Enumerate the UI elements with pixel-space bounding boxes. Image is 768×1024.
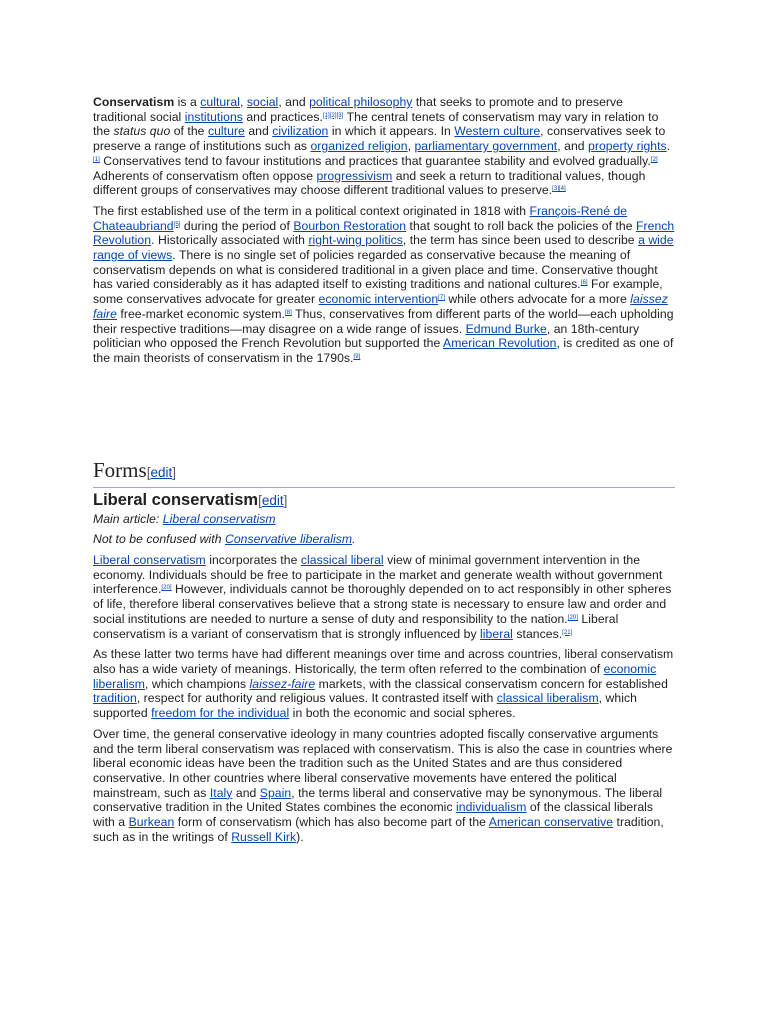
link-classical-liberal[interactable]: classical liberal	[300, 553, 384, 568]
text: in which it appears. In	[328, 124, 455, 139]
edit-section-link[interactable]: edit	[150, 464, 173, 480]
citation-ref[interactable]: [9]	[353, 353, 361, 360]
text: of the classical liberals with a	[93, 800, 654, 830]
text: As these latter two terms have had different meanings over time and across countries, liberal conservatism also has a wide variety of meanings. Historically, the term often referred to the combination of	[93, 647, 674, 676]
text: . Historically associated with	[151, 233, 309, 248]
citation-ref[interactable]: [3][4]	[552, 186, 566, 193]
link-conservative-liberalism[interactable]: Conservative liberalism	[224, 532, 353, 547]
link-american-revolution[interactable]: American Revolution	[443, 336, 557, 351]
edit-section-bracket: [edit]	[146, 464, 176, 480]
link-parliamentary-government[interactable]: parliamentary government	[414, 139, 558, 154]
text: , the terms liberal and conservative may be synonymous. The liberal conservative tradition in the United States combines the economic	[93, 785, 663, 815]
link-property-rights[interactable]: property rights	[588, 139, 667, 154]
link-wide-range-of-views[interactable]: a wide range of views	[93, 233, 674, 263]
text: ).	[296, 829, 304, 844]
main-article-hatnote	[93, 512, 675, 527]
link-chateaubriand[interactable]: François-René de Chateaubriand	[93, 203, 628, 233]
text: , which supported	[93, 691, 637, 721]
text: view of minimal government intervention in the economy. Individuals should be free to participate in the market and generate wealth without government interference.	[93, 553, 663, 597]
section-forms	[93, 458, 675, 845]
liberal-paragraph-1	[93, 553, 675, 641]
text: that sought to roll back the policies of the	[406, 218, 637, 233]
text: tradition, such as in the writings of	[93, 815, 664, 844]
text: However, individuals cannot be thoroughly depended on to act responsibly in other spheres of life, therefore liberal conservatives believe that a strong state is necessary to ensure law and order and social institutions are needed to nurture a sense of duty and responsibility to the nation.	[93, 582, 672, 626]
link-french-revolution[interactable]: French Revolution	[93, 218, 675, 248]
text: , and	[557, 139, 589, 154]
text: Adherents of conservatism often oppose	[93, 168, 317, 183]
text: form of conservatism (which has also become part of the	[174, 815, 489, 830]
intro-paragraph-2	[93, 204, 675, 366]
term-bold: Conservatism	[93, 95, 175, 109]
text: Over time, the general conservative ideology in many countries adopted fiscally conservative arguments and the term liberal conservatism was replaced with conservatism. This is also the case in countries where liberal economic ideas have been the tradition such as the United States and are thus considered conservative. In other countries where liberal conservative movements have entered the political mainstream, such as	[93, 726, 673, 800]
link-text-italic: laissez faire	[93, 292, 668, 321]
link-main-article-liberal-conservatism[interactable]: Liberal conservatism	[162, 511, 276, 526]
link-western-culture[interactable]: Western culture	[454, 124, 541, 139]
link-economic-liberalism[interactable]: economic liberalism	[93, 661, 657, 691]
edit-subsection-link[interactable]: edit	[261, 492, 284, 508]
text: while others advocate for a more	[444, 292, 631, 307]
citation-ref[interactable]: [5]	[173, 221, 181, 228]
link-cultural[interactable]: cultural	[200, 95, 240, 109]
text: ,	[239, 95, 247, 109]
text: . There is no single set of policies regarded as conservative because the meaning of conservatism depends on what is considered traditional in a given place and time. Conservative thought has varied considerably as it has adapted itself to existing traditions and national cultures.	[93, 248, 658, 292]
text: markets, with the classical conservatism concern for established	[315, 676, 668, 691]
citation-ref[interactable]: [1][2][3]	[322, 112, 344, 119]
link-liberal-conservatism[interactable]: Liberal conservatism	[93, 553, 206, 568]
citation-ref[interactable]: [20]	[567, 614, 578, 621]
text: stances.	[512, 626, 563, 641]
text: ,	[407, 139, 415, 154]
link-right-wing-politics[interactable]: right-wing politics	[308, 233, 403, 248]
link-social[interactable]: social	[246, 95, 279, 109]
text: Thus, conservatives from different parts of the world—each upholding their respective traditions—may disagree on a wide range of issues.	[93, 306, 674, 336]
text: Liberal conservatism is a variant of conservatism that is strongly influenced by	[93, 611, 619, 641]
text: , which champions	[144, 676, 250, 691]
text: Conservatives tend to favour institutions and practices that guarantee stability and evolved gradually.	[99, 153, 651, 168]
text: incorporates the	[205, 553, 301, 568]
text: , conservatives seek to preserve a range of institutions such as	[93, 124, 666, 154]
text: during the period of	[180, 218, 294, 233]
citation-ref[interactable]: [7]	[438, 295, 445, 302]
text: of the	[170, 124, 208, 139]
subsection-heading-liberal-conservatism	[93, 490, 675, 511]
link-bourbon-restoration[interactable]: Bourbon Restoration	[293, 218, 407, 233]
citation-ref[interactable]: [21]	[562, 629, 573, 636]
text: free-market economic system.	[116, 306, 286, 321]
section-heading-forms	[93, 458, 675, 488]
text: .	[666, 139, 671, 154]
text: and	[232, 785, 260, 800]
link-economic-intervention[interactable]: economic intervention	[318, 292, 439, 307]
link-italy[interactable]: Italy	[209, 785, 233, 800]
citation-ref[interactable]: [8]	[285, 309, 292, 316]
text: Main article:	[93, 511, 163, 526]
disambiguation-hatnote	[93, 532, 675, 547]
citation-ref[interactable]: [6]	[580, 280, 588, 287]
link-spain[interactable]: Spain	[259, 785, 292, 800]
liberal-paragraph-2	[93, 647, 675, 721]
text: and seek a return to traditional values, though different groups of conservatives may choose different traditional values to preserve.	[93, 168, 646, 198]
text: , is credited as one of the main theorists of conservatism in the 1790s.	[93, 336, 674, 365]
edit-subsection-bracket: [edit]	[258, 492, 288, 508]
link-liberal[interactable]: liberal	[480, 626, 513, 641]
link-civilization[interactable]: civilization	[272, 124, 329, 139]
article-body	[93, 95, 675, 850]
text: , and	[278, 95, 310, 109]
link-russell-kirk[interactable]: Russell Kirk	[231, 829, 297, 844]
link-american-conservative[interactable]: American conservative	[488, 815, 614, 830]
heading-text: Forms	[93, 457, 147, 482]
link-edmund-burke[interactable]: Edmund Burke	[465, 321, 547, 336]
text: in both the economic and social spheres.	[289, 706, 516, 721]
heading-text: Liberal conservatism	[93, 490, 259, 509]
text: The first established use of the term in a political context originated in 1818 with	[93, 203, 530, 218]
link-political-philosophy[interactable]: political philosophy	[309, 95, 413, 109]
citation-ref[interactable]: [2]	[650, 156, 658, 163]
citation-ref[interactable]: [20]	[161, 585, 172, 592]
text: , respect for authority and religious values. It contrasted itself with	[136, 691, 497, 706]
text: and	[244, 124, 273, 139]
status-quo-italic: status quo	[113, 124, 171, 139]
text: Not to be confused with	[93, 532, 225, 547]
text: .	[352, 532, 356, 547]
link-individualism[interactable]: individualism	[456, 800, 527, 815]
link-classical-liberalism[interactable]: classical liberalism	[496, 691, 599, 706]
intro-paragraph-1	[93, 95, 675, 198]
link-culture[interactable]: culture	[207, 124, 245, 139]
link-organized-religion[interactable]: organized religion	[310, 139, 408, 154]
link-laissez-faire-markets[interactable]	[250, 677, 316, 691]
text: The central tenets of conservatism may vary in relation to the	[93, 109, 659, 139]
citation-ref[interactable]: [1]	[93, 156, 100, 163]
link-burkean[interactable]: Burkean	[128, 815, 175, 830]
link-tradition[interactable]: tradition	[93, 691, 137, 706]
text: , an 18th-century politician who opposed the French Revolution but supported the	[93, 321, 640, 351]
link-freedom-for-the-individual[interactable]: freedom for the individual	[151, 706, 290, 721]
link-progressivism[interactable]: progressivism	[316, 168, 393, 183]
text: , the term has since been used to describe	[402, 233, 639, 248]
liberal-paragraph-3	[93, 727, 675, 845]
text: is a	[174, 95, 201, 109]
text: For example, some conservatives advocate for greater	[93, 277, 663, 307]
link-text-italic: laissez-faire	[249, 676, 316, 691]
text: and practices.	[242, 109, 323, 124]
text: that seeks to promote and to preserve traditional social	[93, 95, 623, 124]
link-institutions[interactable]: institutions	[184, 109, 243, 124]
